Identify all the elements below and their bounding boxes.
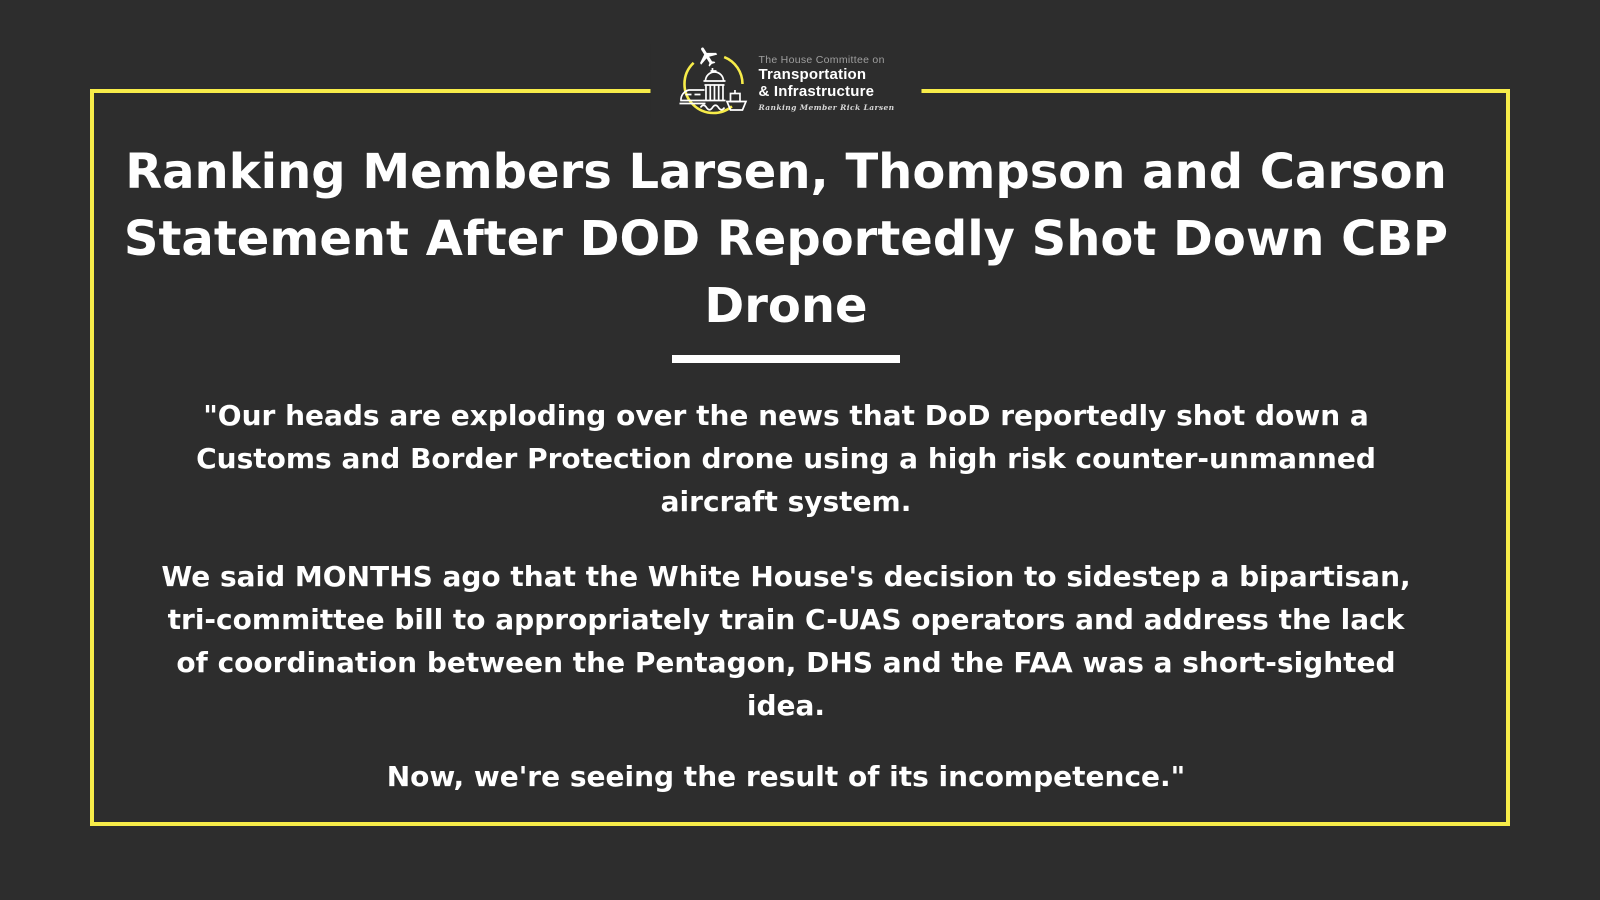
headline-line-1: Ranking Members Larsen, Thompson and Carson xyxy=(125,144,1447,200)
headline-line-3: Drone xyxy=(704,278,868,334)
headline-line-2: Statement After DOD Reportedly Shot Down CBP xyxy=(123,211,1449,267)
paragraph-2-line-1: We said MONTHS ago that the White House's decision to sidestep a bipartisan, xyxy=(161,560,1411,593)
airplane-icon xyxy=(694,44,721,70)
statement-paragraph-3 xyxy=(0,755,1572,798)
committee-name-line2: & Infrastructure xyxy=(758,82,875,100)
committee-label: The House Committee on xyxy=(758,53,885,66)
paragraph-2-line-3: of coordination between the Pentagon, DHS and the FAA was a short-sighted xyxy=(176,646,1396,679)
headline xyxy=(0,139,1572,340)
train-icon xyxy=(679,90,705,104)
ship-icon xyxy=(727,90,746,110)
ranking-member-label: Ranking Member Rick Larsen xyxy=(758,103,895,113)
waves-icon xyxy=(700,105,724,110)
paragraph-1-line-3: aircraft system. xyxy=(660,485,912,518)
paragraph-3-line-1: Now, we're seeing the result of its incompetence." xyxy=(386,760,1186,793)
committee-logo-text xyxy=(758,50,894,113)
paragraph-1-line-2: Customs and Border Protection drone using a high risk counter-unmanned xyxy=(196,442,1376,475)
statement-content xyxy=(0,139,1572,798)
divider-rule xyxy=(672,355,900,363)
paragraph-1-line-1: "Our heads are exploding over the news that DoD reportedly shot down a xyxy=(203,399,1369,432)
paragraph-2-line-2: tri-committee bill to appropriately train C-UAS operators and address the lack xyxy=(167,603,1405,636)
capitol-icon xyxy=(703,68,725,101)
paragraph-2-line-4: idea. xyxy=(746,689,826,722)
statement-paragraph-2 xyxy=(0,555,1572,727)
statement-paragraph-1 xyxy=(0,394,1572,523)
committee-logo xyxy=(650,44,921,118)
committee-seal-icon xyxy=(677,44,749,118)
committee-name-line1: Transportation xyxy=(758,65,867,83)
